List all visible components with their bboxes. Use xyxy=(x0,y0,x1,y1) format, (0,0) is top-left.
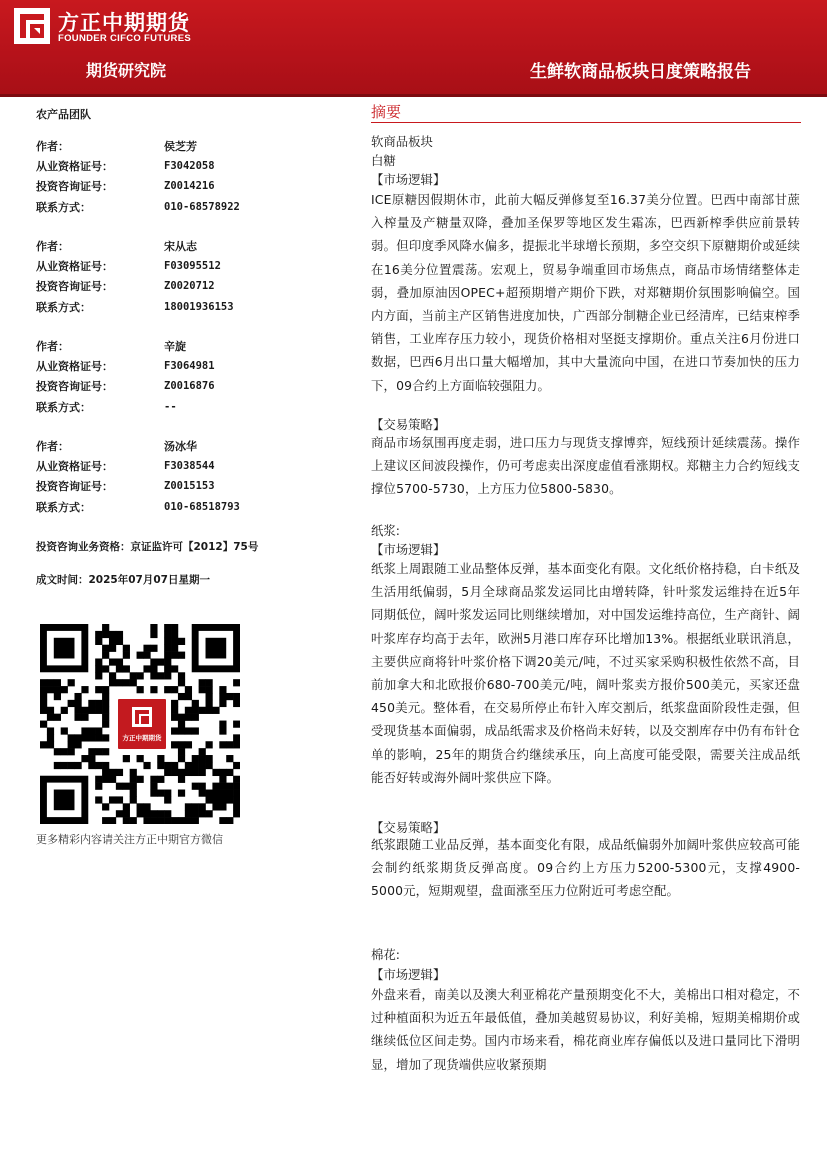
header-divider xyxy=(0,94,827,97)
brand-name-en: FOUNDER CIFCO FUTURES xyxy=(58,33,191,44)
investment-license-number: Z0014216 xyxy=(164,180,215,193)
cotton-logic-label: 【市场逻辑】 xyxy=(371,967,446,982)
qualification-number: F03095512 xyxy=(164,260,221,273)
pulp-market-logic: 纸浆上周跟随工业品整体反弹，基本面变化有限。文化纸价格持稳，白卡纸及生活用纸偏弱，5月全球商品浆发运同比由增转降，针叶浆发运维持在近5年同期低位，阔叶浆发运同比则继续增加，对中国发运维持高位，生产商针、阔叶浆库存均高于去年，欧洲5月港口库存环比增加13%。根据纸业联讯消息，主要供应商将针叶浆价格下调20美元/吨，不过买家采购积极性依然不高，目前加拿大和北欧报价680-700美元/吨，阔叶浆卖方报价500美元，买家还盘450美元。整体看，在交易所停止布针入库交割后，纸浆盘面阶段性走强，但受现货基本面偏弱，成品纸需求及价格尚未好转，以及交割库存中仍有布针仓单的影响，25年的期货合约继续承压，向上高度可能受限，需要关注成品纸能否好转或海外阔叶浆供应下降。 xyxy=(371,561,800,785)
sugar-trading-strategy: 商品市场氛围再度走弱，进口压力与现货支撑博弈，短线预计延续震荡。操作上建议区间波段操作，仍可考虑卖出深度虚值看涨期权。郑糖主力合约短线支撑位5700-5730，上方压力位5800-5830。 xyxy=(371,435,800,497)
author-label: 作者： xyxy=(36,340,69,354)
qualification-label: 从业资格证号： xyxy=(36,360,113,374)
pulp-logic-label: 【市场逻辑】 xyxy=(371,542,446,557)
sugar-logic-label: 【市场逻辑】 xyxy=(371,172,446,187)
author-name: 侯芝芳 xyxy=(164,140,197,154)
brand-name-cn: 方正中期期货 xyxy=(58,11,190,35)
qualification-number: F3038544 xyxy=(164,460,215,473)
author-block xyxy=(36,236,326,317)
author-block xyxy=(36,436,326,517)
commodity-name-pulp: 纸浆: xyxy=(371,523,400,538)
author-label: 作者： xyxy=(36,240,69,254)
investment-license-number: Z0015153 xyxy=(164,480,215,493)
summary-divider xyxy=(371,122,801,123)
pulp-strategy-label: 【交易策略】 xyxy=(371,820,446,835)
commodity-name-sugar: 白糖 xyxy=(371,153,396,168)
contact-phone: 010-68578922 xyxy=(164,200,240,213)
author-label: 作者： xyxy=(36,140,69,154)
issued-date: 成文时间：2025年07月07日星期一 xyxy=(36,574,210,586)
investment-license-label: 投资咨询证号： xyxy=(36,180,113,194)
business-license: 投资咨询业务资格：京证监许可【2012】75号 xyxy=(36,541,259,553)
commodity-name-cotton: 棉花: xyxy=(371,947,400,962)
author-block xyxy=(36,336,326,417)
contact-phone: 010-68518793 xyxy=(164,500,240,513)
investment-license-label: 投资咨询证号： xyxy=(36,480,113,494)
founder-logo-icon xyxy=(14,8,50,44)
qr-caption: 更多精彩内容请关注方正中期官方微信 xyxy=(36,833,223,846)
author-name: 汤冰华 xyxy=(164,440,197,454)
author-name: 辛旋 xyxy=(164,340,186,354)
contact-label: 联系方式： xyxy=(36,400,91,414)
investment-license-label: 投资咨询证号： xyxy=(36,280,113,294)
report-title: 生鲜软商品板块日度策略报告 xyxy=(530,62,751,82)
contact-phone: 18001936153 xyxy=(164,300,234,313)
investment-license-number: Z0016876 xyxy=(164,380,215,393)
qr-logo-text: 方正中期期货 xyxy=(122,734,162,742)
sugar-market-logic: ICE原糖因假期休市，此前大幅反弹修复至16.37美分位置。巴西中南部甘蔗入榨量及产糖量双降，叠加圣保罗等地区发生霜冻，巴西新榨季供应前景转弱。但印度季风降水偏多，提振北半球增长预期，多空交织下原糖期价或延续在16美分位置震荡。宏观上，贸易争端重回市场焦点，商品市场情绪整体走弱，叠加原油因OPEC+超预期增产期价下跌，对郑糖期价氛围影响偏空。国内方面，当前主产区销售进度加快，广西部分制糖企业已经清库，已结束榨季销售，工业库存压力较小，现货价格相对坚挺支撑期价。重点关注6月份进口数据，巴西6月出口量大幅增加，其中大量流向中国，在进口节奏加快的压力下，09合约上方面临较强阻力。 xyxy=(371,192,800,393)
sugar-strategy-label: 【交易策略】 xyxy=(371,417,446,432)
investment-license-number: Z0020712 xyxy=(164,280,215,293)
contact-label: 联系方式： xyxy=(36,500,91,514)
qualification-label: 从业资格证号： xyxy=(36,260,113,274)
qualification-label: 从业资格证号： xyxy=(36,160,113,174)
sector-title: 软商品板块 xyxy=(371,134,433,149)
qualification-number: F3064981 xyxy=(164,360,215,373)
department-title: 期货研究院 xyxy=(86,61,167,80)
investment-license-label: 投资咨询证号： xyxy=(36,380,113,394)
author-block xyxy=(36,136,326,217)
author-name: 宋从志 xyxy=(164,240,197,254)
qualification-number: F3042058 xyxy=(164,160,215,173)
contact-label: 联系方式： xyxy=(36,300,91,314)
pulp-trading-strategy: 纸浆跟随工业品反弹，基本面变化有限，成品纸偏弱外加阔叶浆供应较高可能会制约纸浆期货反弹高度。09合约上方压力5200-5300元，支撑4900-5000元，短期观望，盘面涨至压力位附近可考虑空配。 xyxy=(371,837,800,899)
contact-label: 联系方式： xyxy=(36,200,91,214)
contact-phone: -- xyxy=(164,400,177,413)
report-header xyxy=(0,0,827,94)
qualification-label: 从业资格证号： xyxy=(36,460,113,474)
summary-title: 摘要 xyxy=(371,103,402,121)
qr-center-logo xyxy=(115,696,169,752)
cotton-market-logic: 外盘来看，南美以及澳大利亚棉花产量预期变化不大，美棉出口相对稳定，不过种植面积为近五年最低值，叠加美越贸易协议，利好美棉，短期美棉期价或继续低位区间走势。国内市场来看，棉花商业库存偏低以及进口量同比下滑明显，增加了现货端供应收紧预期 xyxy=(371,987,800,1072)
wechat-qr-code xyxy=(40,624,240,824)
team-name: 农产品团队 xyxy=(36,108,91,121)
founder-mark-icon xyxy=(132,707,152,727)
author-label: 作者： xyxy=(36,440,69,454)
